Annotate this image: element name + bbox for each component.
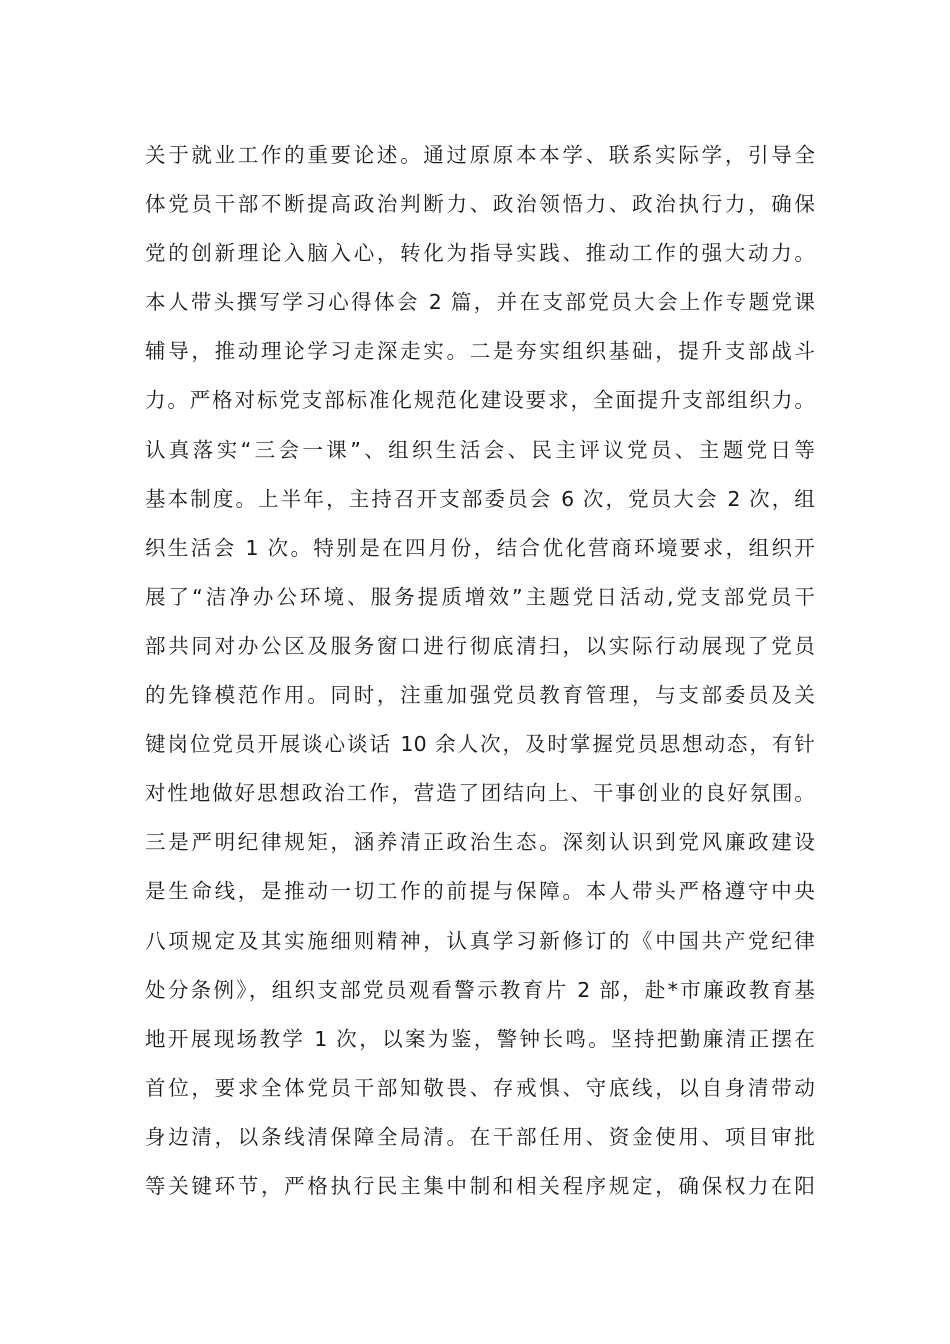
text-line: 等关键环节，严格执行民主集中制和相关程序规定，确保权力在阳 — [145, 1173, 815, 1198]
text-line: 的先锋模范作用。同时，注重加强党员教育管理，与支部委员及关 — [145, 683, 815, 708]
text-line: 八项规定及其实施细则精神，认真学习新修订的《中国共产党纪律 — [145, 928, 815, 953]
body-text — [145, 131, 815, 1211]
text-line: 键岗位党员开展谈心谈话 10 余人次，及时掌握党员思想动态，有针 — [145, 732, 815, 757]
text-line: 三是严明纪律规矩，涵养清正政治生态。深刻认识到党风廉政建设 — [145, 830, 815, 855]
text-line: 首位，要求全体党员干部知敬畏、存戒惧、守底线，以自身清带动 — [145, 1075, 815, 1100]
text-line: 力。严格对标党支部标准化规范化建设要求，全面提升支部组织力。 — [145, 388, 815, 413]
text-line: 辅导，推动理论学习走深走实。二是夯实组织基础，提升支部战斗 — [145, 339, 815, 364]
text-line: 是生命线，是推动一切工作的前提与保障。本人带头严格遵守中央 — [145, 879, 815, 904]
text-line: 展了“洁净办公环境、服务提质增效”主题党日活动,党支部党员干 — [145, 584, 815, 609]
text-line: 基本制度。上半年，主持召开支部委员会 6 次，党员大会 2 次，组 — [145, 486, 815, 511]
text-line: 部共同对办公区及服务窗口进行彻底清扫，以实际行动展现了党员 — [145, 633, 815, 658]
text-line: 体党员干部不断提高政治判断力、政治领悟力、政治执行力，确保 — [145, 192, 815, 217]
text-line: 关于就业工作的重要论述。通过原原本本学、联系实际学，引导全 — [145, 143, 815, 167]
text-line: 身边清，以条线清保障全局清。在干部任用、资金使用、项目审批 — [145, 1124, 815, 1149]
text-line: 处分条例》，组织支部党员观看警示教育片 2 部，赴*市廉政教育基 — [145, 977, 815, 1002]
text-line: 对性地做好思想政治工作，营造了团结向上、干事创业的良好氛围。 — [145, 781, 815, 806]
text-line: 地开展现场教学 1 次，以案为鉴，警钟长鸣。坚持把勤廉清正摆在 — [145, 1026, 815, 1051]
text-line: 认真落实“三会一课”、组织生活会、民主评议党员、主题党日等 — [145, 437, 815, 462]
text-line: 党的创新理论入脑入心，转化为指导实践、推动工作的强大动力。 — [145, 241, 815, 266]
text-line: 本人带头撰写学习心得体会 2 篇，并在支部党员大会上作专题党课 — [145, 290, 815, 315]
text-line: 织生活会 1 次。特别是在四月份，结合优化营商环境要求，组织开 — [145, 535, 815, 560]
